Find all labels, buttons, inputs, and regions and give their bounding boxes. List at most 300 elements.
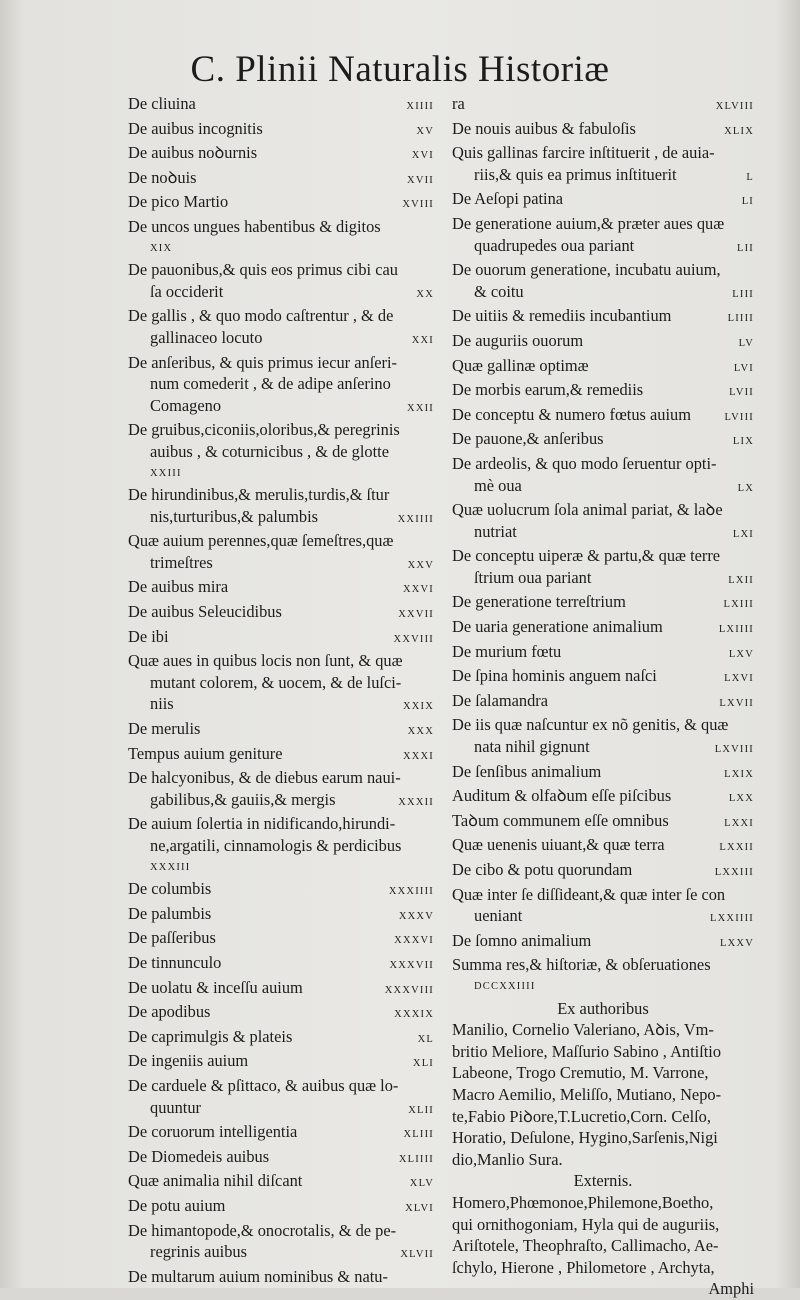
- index-entry: [452, 616, 754, 641]
- chapter-number: LVIII: [724, 411, 754, 423]
- index-entry: [452, 859, 754, 884]
- entry-text: De murium fœtu: [452, 641, 562, 661]
- entry-line: [128, 977, 434, 1002]
- index-entry: [452, 785, 754, 810]
- entry-text: Auditum & olfaꝺum eſſe piſcibus: [452, 786, 672, 806]
- entry-text: De auibus mira: [128, 577, 229, 597]
- chapter-number: XXXVI: [394, 935, 434, 947]
- entry-text: De apodibus: [128, 1002, 211, 1022]
- index-entry: [452, 641, 754, 666]
- index-entry: [128, 576, 434, 601]
- entry-line: [128, 1266, 434, 1288]
- entry-line: [128, 373, 434, 395]
- index-entry: [128, 1075, 434, 1121]
- externis-heading: Externis.: [573, 1171, 633, 1191]
- index-entry: [128, 1026, 434, 1051]
- chapter-number: XXI: [411, 334, 434, 346]
- entry-line: [128, 1075, 434, 1097]
- entry-line: [128, 672, 434, 694]
- chapter-number: LX: [737, 482, 754, 494]
- chapter-number: XL: [417, 1033, 434, 1045]
- entry-line: [128, 419, 434, 441]
- chapter-number: LXXIII: [714, 867, 754, 878]
- entry-text: De auibus Seleucidibus: [128, 602, 282, 622]
- entry-line: [452, 810, 754, 835]
- chapter-number: LXXV: [720, 937, 754, 949]
- chapter-number: XXVII: [398, 609, 434, 621]
- index-entry: [128, 1001, 434, 1026]
- chapter-number: XXXII: [398, 796, 434, 808]
- page-title: C. Plinii Naturalis Historiæ: [190, 49, 610, 90]
- entry-text: De uncos ungues habentibus & digitos: [128, 216, 381, 236]
- entry-line: [452, 714, 754, 736]
- entry-line: [128, 352, 434, 374]
- entry-text: De ſomno animalium: [452, 930, 592, 950]
- chapter-number: XXIII: [150, 467, 182, 479]
- entry-line: [128, 167, 434, 192]
- entry-line: [452, 665, 754, 690]
- chapter-number: LXIX: [724, 768, 754, 780]
- entry-text: ne,argatili, cinnamologis & perdicibus: [150, 836, 402, 855]
- index-entry: [128, 216, 434, 259]
- entry-line: [452, 305, 754, 330]
- index-entry: [128, 484, 434, 530]
- chapter-number: XXXIIII: [388, 886, 434, 898]
- chapter-number: LV: [738, 337, 754, 349]
- chapter-number: XXXV: [398, 910, 434, 922]
- chapter-number: LXI: [732, 528, 754, 540]
- entry-line: [128, 327, 434, 352]
- entry-line: [128, 767, 434, 789]
- entry-text: Taꝺum communem eſſe omnibus: [452, 810, 669, 830]
- entry-text: ra: [452, 94, 465, 113]
- index-entry: [128, 977, 434, 1002]
- entry-text: auibus , & coturnicibus , & de glotte: [150, 441, 389, 461]
- index-entry: [452, 884, 754, 930]
- entry-line: [128, 743, 434, 768]
- entry-line: [128, 281, 434, 306]
- chapter-number: XLVII: [400, 1249, 434, 1261]
- text-line: Manilio, Cornelio Valeriano, Aꝺis, Vm-: [452, 1020, 714, 1040]
- authors-heading: Ex authoribus: [557, 998, 649, 1018]
- entry-line: [128, 903, 434, 928]
- chapter-number: LXXIIII: [710, 913, 754, 925]
- entry-line: [452, 690, 754, 715]
- entry-text: De himantopode,& onocrotalis, & de pe-: [128, 1220, 397, 1240]
- text-line: te,Fabio Piꝺore,T.Lucretio,Corn. Celſo,: [452, 1106, 711, 1126]
- text-line: britio Meliore, Maſſurio Sabino , Antiſtio: [452, 1041, 722, 1061]
- chapter-number: LXII: [728, 574, 754, 586]
- entry-text: Quæ gallinæ optimæ: [452, 355, 589, 375]
- entry-text: mè oua: [474, 475, 522, 495]
- index-entry: [452, 330, 754, 355]
- index-entry: [128, 259, 434, 305]
- chapter-number: XXVIII: [393, 633, 434, 645]
- entry-line: [128, 878, 434, 903]
- chapter-number: XXXIX: [394, 1009, 434, 1021]
- entry-text: ſa occiderit: [150, 281, 224, 301]
- index-entry: [128, 1170, 434, 1195]
- chapter-number: LXVI: [724, 673, 754, 685]
- entry-text: De uitiis & remediis incubantium: [452, 306, 672, 326]
- index-entry: [128, 813, 434, 878]
- entry-text: Summa res,& hiſtoriæ, & obſeruationes: [452, 955, 711, 975]
- entry-text: mutant colorem, & uocem, & de luſci-: [150, 672, 402, 692]
- entry-text: De tinnunculo: [128, 952, 222, 972]
- index-entry: [452, 188, 754, 213]
- chapter-number: XXIX: [402, 701, 434, 713]
- chapter-number: XXX: [407, 726, 434, 738]
- index-entry: [452, 690, 754, 715]
- index-entry: [452, 355, 754, 380]
- entry-line: [128, 395, 434, 420]
- text-line: Labeone, Trogo Cremutio, M. Varrone,: [452, 1063, 709, 1083]
- entry-text: Quæ uenenis uiuant,& quæ terra: [452, 835, 665, 855]
- entry-text: De ſenſibus animalium: [452, 761, 602, 781]
- entry-line: [128, 441, 434, 463]
- entry-line: [452, 954, 754, 976]
- entry-line: [128, 1146, 434, 1171]
- chapter-number: LI: [741, 196, 754, 208]
- entry-text: De gruibus,ciconiis,oloribus,& peregrinis: [128, 420, 400, 440]
- entry-text: De conceptu & numero fœtus auium: [452, 404, 691, 424]
- index-entry: [128, 352, 434, 420]
- chapter-number: XXXVII: [389, 959, 434, 971]
- index-entry: [452, 545, 754, 591]
- text-line: Ariſtotele, Theophraſto, Callimacho, Ae-: [452, 1236, 719, 1256]
- entry-line: [128, 118, 434, 143]
- index-entry: [452, 453, 754, 499]
- chapter-number: LXXI: [724, 817, 754, 829]
- entry-line: [128, 576, 434, 601]
- chapter-number: LXV: [728, 648, 754, 660]
- entry-text: De generatione auium,& præter aues quæ: [452, 213, 725, 233]
- chapter-number: XX: [416, 288, 434, 300]
- entry-text: riis,& quis ea primus inſtituerit: [474, 164, 677, 184]
- chapter-number: XVII: [407, 174, 434, 186]
- entry-line: [452, 259, 754, 281]
- entry-line: [452, 330, 754, 355]
- entry-text: Quis gallinas farcire inſtituerit , de auia-: [452, 143, 715, 163]
- entry-text: De palumbis: [128, 903, 212, 923]
- entry-text: De columbis: [128, 879, 212, 899]
- entry-line: [452, 591, 754, 616]
- entry-text: De auibus noꝺurnis: [128, 143, 258, 163]
- entry-line: [452, 404, 754, 429]
- chapter-number: LXVIII: [714, 744, 754, 756]
- entry-line: [452, 616, 754, 641]
- entry-line: [128, 927, 434, 952]
- entry-text: quuntur: [150, 1097, 201, 1117]
- entry-text: De multarum auium nominibus & natu-: [128, 1266, 388, 1286]
- entry-text: De auibus incognitis: [128, 118, 263, 138]
- entry-line: [128, 1097, 434, 1122]
- entry-text: De uolatu & inceſſu auium: [128, 977, 303, 997]
- entry-text: De ibi: [128, 626, 169, 646]
- entry-line: [452, 355, 754, 380]
- chapter-number: XXXIII: [150, 861, 191, 873]
- index-entry: [452, 142, 754, 188]
- chapter-number: XLVIII: [715, 101, 754, 112]
- entry-line: [452, 834, 754, 859]
- entry-line: [128, 506, 434, 531]
- entry-line: [128, 1121, 434, 1146]
- chapter-number: XXXI: [402, 750, 434, 762]
- entry-text: De conceptu uiperæ & partu,& quæ terre: [452, 546, 721, 566]
- entry-line: [452, 188, 754, 213]
- chapter-number: LXVII: [719, 697, 754, 709]
- entry-line: [128, 93, 434, 118]
- entry-line: [128, 552, 434, 577]
- entry-text: De cibo & potu quorundam: [452, 860, 633, 879]
- index-entry: [128, 952, 434, 977]
- entry-text: De ingeniis auium: [128, 1051, 249, 1071]
- entry-line: [452, 428, 754, 453]
- index-entry: [128, 191, 434, 216]
- entry-text: De pauonibus,& quis eos primus cibi cau: [128, 260, 398, 280]
- entry-line: [452, 281, 754, 306]
- entry-text: De morbis earum,& remediis: [452, 380, 644, 400]
- entry-line: [452, 142, 754, 164]
- index-entry: [128, 601, 434, 626]
- entry-text: nis,turturibus,& palumbis: [150, 506, 319, 526]
- entry-text: De merulis: [128, 719, 201, 739]
- entry-line: [452, 93, 754, 118]
- entry-text: & coitu: [474, 281, 524, 301]
- entry-text: regrinis auibus: [150, 1242, 247, 1262]
- entry-text: De auguriis ouorum: [452, 330, 584, 350]
- text-line: Horatio, Deſulone, Hygino,Sarſenis,Nigi: [452, 1128, 718, 1148]
- entry-text: De ſpina hominis anguem naſci: [452, 666, 657, 686]
- entry-text: ueniant: [474, 906, 523, 926]
- entry-text: Tempus auium geniture: [128, 743, 283, 763]
- index-entry: [128, 1050, 434, 1075]
- index-entry: [128, 1146, 434, 1171]
- chapter-number: DCCXXIIII: [474, 980, 536, 992]
- entry-text: Quæ auium perennes,quæ ſemeſtres,quæ: [128, 531, 394, 551]
- entry-text: gabilibus,& gauiis,& mergis: [150, 789, 336, 809]
- entry-line: [128, 1026, 434, 1051]
- index-entry: [452, 665, 754, 690]
- index-entry: [128, 419, 434, 484]
- chapter-number: XLIIII: [398, 1153, 434, 1165]
- entry-line: [128, 835, 434, 857]
- text-line: Homero,Phœmonoe,Philemone,Boetho,: [452, 1192, 714, 1212]
- entry-text: De coruorum intelligentia: [128, 1122, 298, 1142]
- index-entry: [452, 591, 754, 616]
- index-entry: [452, 810, 754, 835]
- index-entry: [452, 379, 754, 404]
- entry-line: [128, 305, 434, 327]
- entry-line: [128, 626, 434, 651]
- entry-line: [128, 650, 434, 672]
- index-entry: [128, 927, 434, 952]
- chapter-number: XLVI: [405, 1202, 434, 1214]
- entry-line: [452, 736, 754, 761]
- entry-line: [452, 930, 754, 955]
- externis-list: [452, 1192, 754, 1278]
- index-entry: [452, 93, 754, 118]
- entry-text: gallinaceo locuto: [150, 327, 263, 347]
- index-entry: [452, 118, 754, 143]
- entry-line: [452, 235, 754, 260]
- entry-line: [452, 164, 754, 189]
- chapter-number: LXIII: [723, 599, 754, 611]
- entry-text: trimeſtres: [150, 552, 213, 572]
- chapter-number: XLV: [409, 1178, 434, 1190]
- entry-text: De Diomedeis auibus: [128, 1146, 270, 1166]
- index-entry: [452, 930, 754, 955]
- index-entry: [452, 404, 754, 429]
- entry-line: [452, 545, 754, 567]
- entry-text: De ardeolis, & quo modo ſeruentur opti-: [452, 453, 717, 473]
- entry-line: [452, 453, 754, 475]
- chapter-number: L: [746, 171, 754, 183]
- entry-line: [128, 484, 434, 506]
- text-line: qui ornithogoniam, Hyla qui de auguriis,: [452, 1214, 720, 1234]
- entry-line: [128, 1001, 434, 1026]
- entry-line: [128, 142, 434, 167]
- index-entry: [128, 93, 434, 118]
- entry-line: [452, 884, 754, 906]
- chapter-number: LXIIII: [718, 624, 754, 636]
- index-entry: [128, 878, 434, 903]
- entry-text: num comederit , & de adipe anſerino: [150, 374, 391, 394]
- entry-text: De nouis auibus & fabuloſis: [452, 118, 636, 138]
- chapter-number: XXVI: [402, 584, 434, 596]
- entry-line: [128, 952, 434, 977]
- text-line: Macro Aemilio, Meliſſo, Mutiano, Nepo-: [452, 1084, 722, 1104]
- chapter-number: XXII: [407, 402, 434, 414]
- entry-text: De ſalamandra: [452, 690, 549, 710]
- entry-text: De generatione terreſtrium: [452, 592, 626, 612]
- index-entry: [128, 718, 434, 743]
- index-entry: [452, 714, 754, 760]
- entry-line: [128, 191, 434, 216]
- entry-line: [128, 601, 434, 626]
- index-entry: [128, 743, 434, 768]
- entry-text: Quæ uolucrum ſola animal pariat, & laꝺe: [452, 500, 723, 520]
- entry-line: [128, 693, 434, 718]
- entry-text: De ouorum generatione, incubatu auium,: [452, 260, 721, 280]
- index-entry: [128, 1195, 434, 1220]
- chapter-number: XLIX: [724, 125, 754, 137]
- entry-line: [128, 216, 434, 238]
- index-entry: [452, 834, 754, 859]
- text-line: ſchylo, Hierone , Philometore , Archyta,: [452, 1257, 715, 1277]
- entry-text: De potu auium: [128, 1195, 226, 1215]
- index-entry: [452, 305, 754, 330]
- index-entry: [452, 499, 754, 545]
- chapter-number: LII: [736, 242, 754, 254]
- entry-text: De gallis , & quo modo caſtrentur , & de: [128, 306, 394, 326]
- entry-line: [452, 499, 754, 521]
- entry-line: [452, 118, 754, 143]
- entry-text: De paſſeribus: [128, 928, 216, 948]
- entry-line: [452, 761, 754, 786]
- index-entry: [128, 530, 434, 576]
- entry-text: De pauone,& anſeribus: [452, 429, 604, 449]
- entry-text: De uaria generatione animalium: [452, 617, 663, 637]
- chapter-number: XVIII: [402, 199, 434, 211]
- index-column-right: [452, 93, 754, 1300]
- entry-text: De cliuina: [128, 94, 196, 113]
- entry-line: [128, 1050, 434, 1075]
- chapter-number: LIIII: [727, 313, 754, 325]
- entry-text: Quæ animalia nihil diſcant: [128, 1171, 303, 1191]
- entry-text: Quæ inter ſe diſſideant,& quæ inter ſe con: [452, 884, 726, 904]
- text-line: dio,Manlio Sura.: [452, 1149, 563, 1169]
- chapter-number: XLII: [408, 1104, 434, 1116]
- authors-list: [452, 1019, 754, 1170]
- chapter-number: XVI: [411, 150, 434, 162]
- index-entry: [128, 167, 434, 192]
- catchword: Amphi: [708, 1279, 754, 1299]
- entry-line: [128, 1170, 434, 1195]
- entry-text: niis: [150, 694, 174, 714]
- entry-text: De anſeribus, & quis primus iecur anſeri-: [128, 352, 398, 372]
- entry-text: nata nihil gignunt: [474, 737, 590, 757]
- chapter-number: LXXII: [719, 842, 754, 854]
- chapter-number: XXV: [407, 559, 434, 571]
- chapter-number: XV: [416, 125, 434, 137]
- index-entry: [128, 142, 434, 167]
- index-entry: [452, 761, 754, 786]
- chapter-number: XLIII: [403, 1129, 434, 1141]
- entry-text: quadrupedes oua pariant: [474, 235, 635, 255]
- entry-text: De hirundinibus,& merulis,turdis,& ſtur: [128, 485, 390, 505]
- entry-line: [452, 379, 754, 404]
- chapter-number: XLI: [412, 1058, 434, 1070]
- entry-text: ſtrium oua pariant: [474, 567, 592, 587]
- index-entry: [452, 954, 754, 997]
- index-entry: [128, 1121, 434, 1146]
- index-entry: [128, 1220, 434, 1266]
- chapter-number: LIII: [732, 288, 754, 300]
- entry-line: [128, 1241, 434, 1266]
- entry-line: [452, 905, 754, 930]
- entry-line: [128, 789, 434, 814]
- chapter-number: LIX: [732, 436, 754, 448]
- entry-text: Comageno: [150, 395, 222, 415]
- index-entry: [128, 767, 434, 813]
- index-entry: [128, 305, 434, 351]
- index-entry: [452, 213, 754, 259]
- chapter-number: XXIIII: [397, 513, 434, 525]
- entry-text: De auium ſolertia in nidificando,hirundi-: [128, 814, 396, 834]
- index-entry: [128, 903, 434, 928]
- chapter-number: XIX: [150, 242, 173, 254]
- index-entry: [128, 626, 434, 651]
- entry-line: [128, 530, 434, 552]
- entry-text: De noꝺuis: [128, 167, 197, 187]
- entry-line: [452, 785, 754, 810]
- entry-line: [452, 475, 754, 500]
- entry-text: De caprimulgis & plateis: [128, 1026, 293, 1046]
- entry-line: [452, 641, 754, 666]
- entry-line: [452, 567, 754, 592]
- entry-text: De pico Martio: [128, 192, 229, 212]
- index-entry: [128, 1266, 434, 1288]
- index-entry: [128, 650, 434, 718]
- index-entry: [128, 118, 434, 143]
- chapter-number: LXX: [728, 793, 754, 805]
- entry-text: De halcyonibus, & de diebus earum naui-: [128, 768, 401, 788]
- entry-line: [128, 718, 434, 743]
- entry-line: [128, 1220, 434, 1242]
- index-entry: [452, 259, 754, 305]
- entry-text: De carduele & pſittaco, & auibus quæ lo-: [128, 1075, 399, 1095]
